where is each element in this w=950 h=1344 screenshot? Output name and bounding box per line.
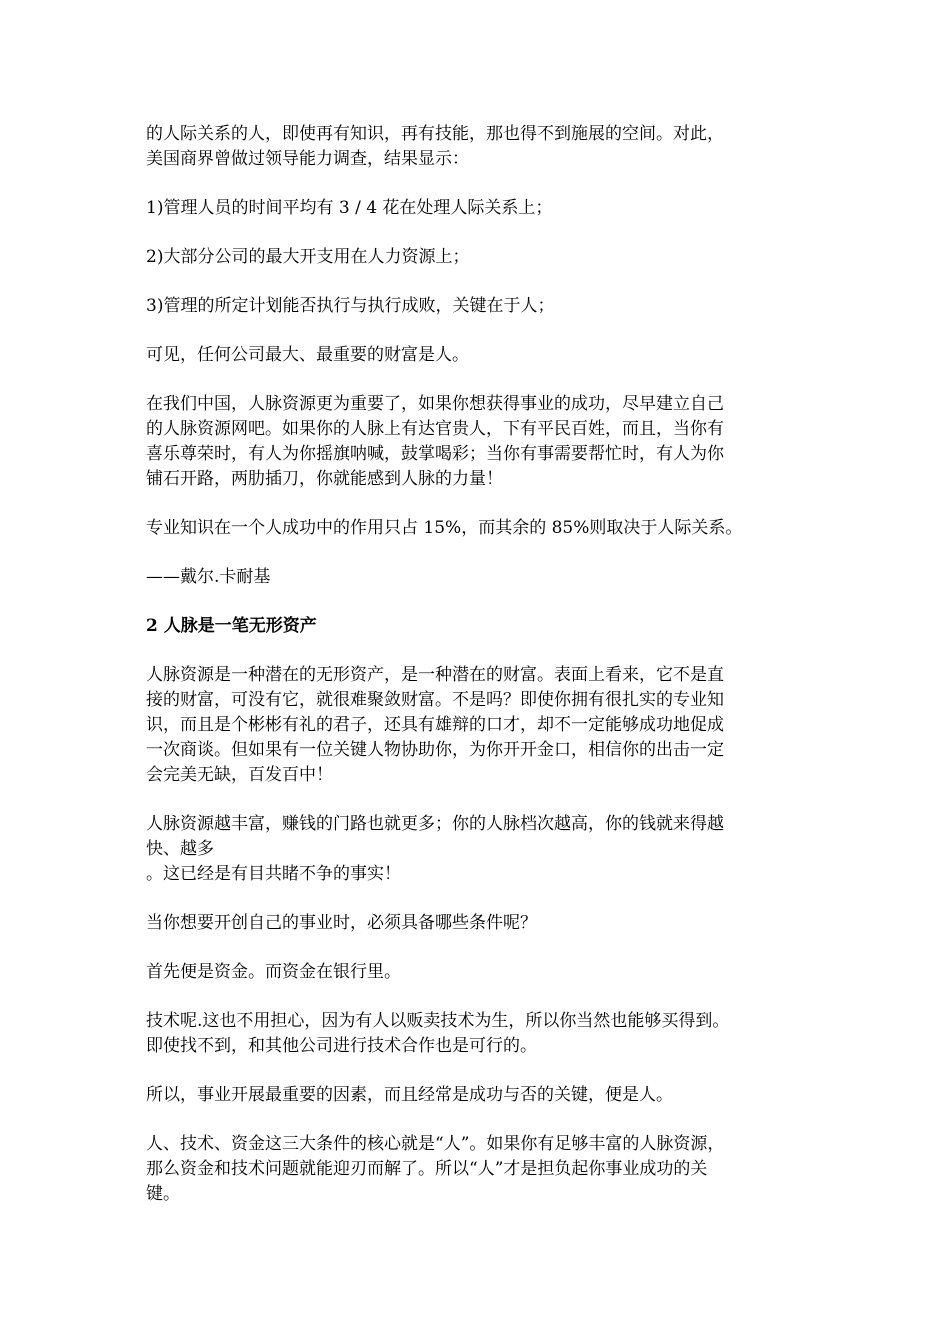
document-body <box>146 122 814 1231</box>
paragraph: 当你想要开创自己的事业时，必须具备哪些条件呢？ <box>146 913 537 933</box>
paragraph: 技术呢.这也不用担心，因为有人以贩卖技术为生，所以你当然也能够买得到。 即使找不到，和其他公司进行技术合作也是可行的。 <box>146 1011 730 1056</box>
list-item: 2)大部分公司的最大开支用在人力资源上； <box>146 247 470 267</box>
paragraph: 人脉资源是一种潜在的无形资产，是一种潜在的财富。表面上看来，它不是直 接的财富，可没有它，就很难聚敛财富。不是吗？即使你拥有很扎实的专业知 识，而且是个彬彬有礼的君子，还具有雄辩的口才，却不一定能够成功地促成 一次商谈。但如果有一位关键人物协助你，为你开开金口，相信你的出击一定 会完美无缺，百发百中！ <box>146 665 724 785</box>
list-item: 1)管理人员的时间平均有 3 / 4 花在处理人际关系上； <box>146 198 553 218</box>
paragraph: 人、技术、资金这三大条件的核心就是“人”。如果你有足够丰富的人脉资源， 那么资金和技术问题就能迎刃而解了。所以“人”才是担负起你事业成功的关 键。 <box>146 1134 725 1204</box>
paragraph: 人脉资源越丰富，赚钱的门路也就更多；你的人脉档次越高，你的钱就来得越 快、越多 。这已经是有目共睹不争的事实！ <box>146 814 724 884</box>
section-heading: 2 人脉是一笔无形资产 <box>146 616 317 636</box>
list-item: 3)管理的所定计划能否执行与执行成败，关键在于人； <box>146 296 555 316</box>
paragraph: 首先便是资金。而资金在银行里。 <box>146 962 401 982</box>
paragraph: 的人际关系的人，即使再有知识，再有技能，那也得不到施展的空间。对此， 美国商界曾做过领导能力调查，结果显示： <box>146 124 724 169</box>
paragraph: 在我们中国，人脉资源更为重要了，如果你想获得事业的成功，尽早建立自己 的人脉资源网吧。如果你的人脉上有达官贵人，下有平民百姓，而且，当你有 喜乐尊荣时，有人为你摇旗呐喊，鼓掌喝彩；当你有事需要帮忙时，有人为你 铺石开路，两肋插刀，你就能感到人脉的力量！ <box>146 394 724 489</box>
paragraph: 所以，事业开展最重要的因素，而且经常是成功与否的关键，便是人。 <box>146 1085 673 1105</box>
paragraph: 可见，任何公司最大、最重要的财富是人。 <box>146 345 469 365</box>
quote-attribution: ——戴尔.卡耐基 <box>146 567 271 587</box>
quote: 专业知识在一个人成功中的作用只占 15%，而其余的 85%则取决于人际关系。 <box>146 518 743 538</box>
